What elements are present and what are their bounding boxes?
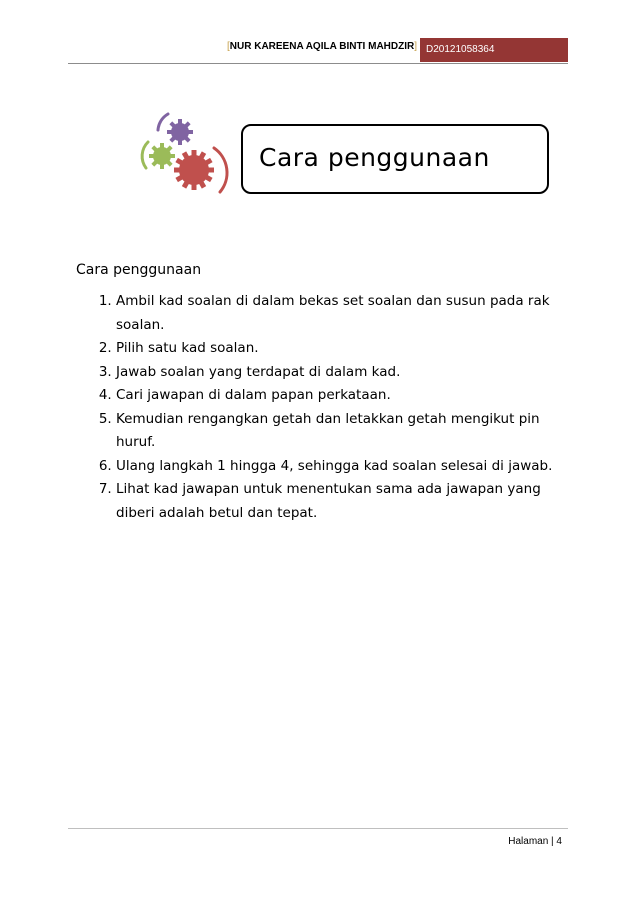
title-box	[241, 124, 549, 194]
purple-gear-icon	[158, 114, 193, 145]
list-item: 5. Kemudian rengangkan getah dan letakkan getah mengikut pin huruf.	[116, 408, 568, 455]
header-author	[227, 41, 417, 52]
green-gear-icon	[142, 142, 175, 169]
steps-list	[78, 290, 568, 525]
gears-icon	[130, 112, 250, 202]
bracket-open: [	[227, 41, 230, 52]
author-name: NUR KAREENA AQILA BINTI MAHDZIR	[229, 41, 415, 52]
page-number: Halaman | 4	[508, 836, 562, 847]
page-header	[0, 38, 638, 64]
bracket-close: ]	[414, 41, 417, 52]
student-id-box: D20121058364	[420, 38, 568, 62]
page-title: Cara penggunaan	[259, 143, 490, 172]
list-item: 6. Ulang langkah 1 hingga 4, sehingga kad soalan selesai di jawab.	[116, 455, 568, 479]
red-gear-icon	[174, 148, 227, 192]
list-item: 3. Jawab soalan yang terdapat di dalam kad.	[116, 361, 568, 385]
list-item: 7. Lihat kad jawapan untuk menentukan sama ada jawapan yang diberi adalah betul dan tepat.	[116, 478, 568, 525]
list-item: 1. Ambil kad soalan di dalam bekas set soalan dan susun pada rak soalan.	[116, 290, 568, 337]
header-rule	[68, 63, 568, 64]
section-heading: Cara penggunaan	[76, 262, 202, 278]
list-item: 4. Cari jawapan di dalam papan perkataan.	[116, 384, 568, 408]
footer-rule	[68, 828, 568, 829]
list-item: 2. Pilih satu kad soalan.	[116, 337, 568, 361]
